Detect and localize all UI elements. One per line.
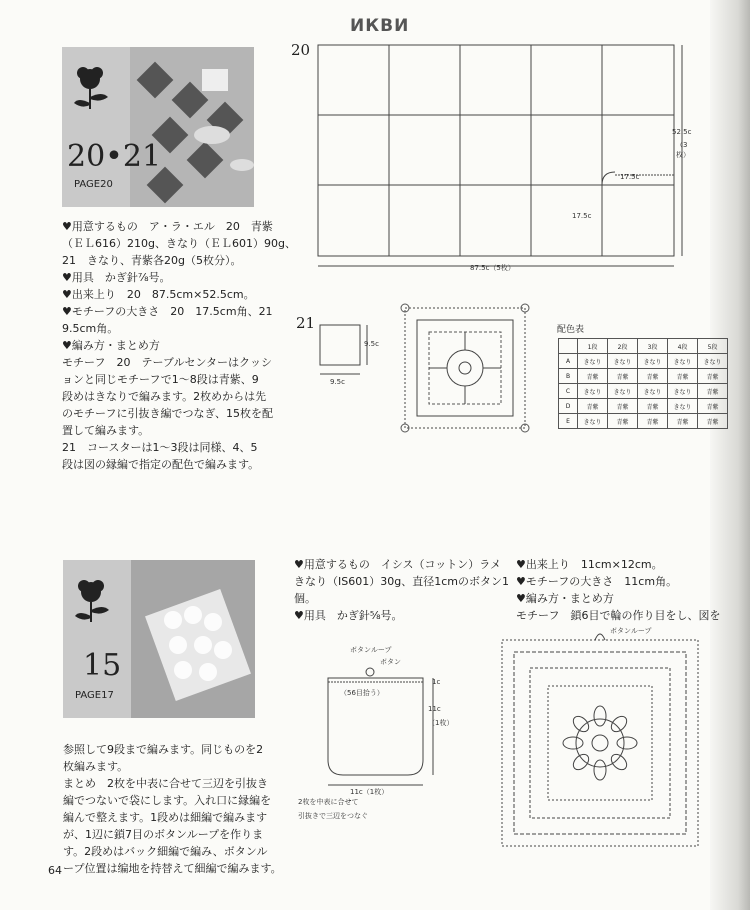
text-line: ♥モチーフの大きさ 20 17.5cm角、21 [62,305,273,318]
table-cell: きなり [578,354,608,369]
bag-inner-label: （56目拾う） [340,689,384,697]
page-reference: PAGE17 [75,690,114,701]
bag-bottom-width: 11c（1枚） [350,788,389,796]
diagram-21-side-height: 9.5c [364,340,379,348]
text-line: まとめ 2枚を中表に合せて三辺を引抜き [63,777,268,790]
text-line: が、1辺に鎖7目のボタンループを作りま [63,828,264,841]
text-line: ♥用具 かぎ針⅞号。 [62,271,171,284]
diagram-20-motif-height: 17.5c [572,212,592,220]
table-row [559,414,728,429]
color-table-title: 配色表 [557,325,585,335]
motif-stitch-chart [490,628,710,858]
table-row [559,399,728,414]
diagram-20-grid [310,38,720,283]
item-number: 20•21 [67,139,162,174]
table-cell: 青紫 [668,369,698,384]
text-line: 9.5cm角。 [62,322,119,335]
bag-side-main: 11c [428,705,441,713]
table-cell: E [559,414,578,429]
page-header: ИКВИ [350,16,410,36]
text-line: 枚編みます。 [63,760,129,773]
diagram-21-side-width: 9.5c [330,378,345,386]
table-row [559,384,728,399]
text-line: ♥出来上り 11cm×12cm。 [516,558,663,571]
table-cell: きなり [638,384,668,399]
table-cell: 青紫 [608,399,638,414]
text-line: モチーフ 20 テーブルセンターはクッシ [62,356,273,369]
text-line: （ＥＬ616）210g、きなり（ＥＬ601）90g、 [62,237,296,250]
table-header-cell [559,339,578,354]
diagram-20-width: 87.5c（5枚） [470,264,515,272]
table-cell: 青紫 [698,384,728,399]
text-line: ♥出来上り 20 87.5cm×52.5cm。 [62,288,255,301]
text-line: ♥用意するもの イシス（コットン）ラメ [294,558,501,571]
text-line: 個。 [294,592,316,605]
table-cell: きなり [578,384,608,399]
text-line: 置して編みます。 [62,424,150,437]
table-cell: A [559,354,578,369]
item-number: 15 [83,648,122,683]
text-line: 編んで整えます。1段めは細編で編みます [63,811,268,824]
bag-note-1: 2枚を中表に合せて [298,798,359,806]
text-line: モチーフ 鎖6目で輪の作り目をし、図を [516,609,721,622]
table-cell: きなり [668,354,698,369]
text-line: ♥用具 かぎ針⅝号。 [294,609,403,622]
text-line: ♥編み方・まとめ方 [516,592,614,605]
text-line: す。2段めはバック細編で編み、ボタンル [63,845,268,858]
text-line: 21 コースターは1～3段は同様、4、5 [62,441,258,454]
table-cell: きなり [668,384,698,399]
text-line: 21 きなり、青紫各20g（5枚分）。 [62,254,242,267]
bag-side-sub: （1枚） [428,719,454,727]
table-cell: 青紫 [608,414,638,429]
diagram-20-label: 20 [291,41,311,59]
table-cell: B [559,369,578,384]
motif-loop-label: ボタンループ [610,627,652,635]
table-cell: きなり [608,354,638,369]
table-header-cell: 1段 [578,339,608,354]
text-line: きなり（IS601）30g、直径1cmのボタン1 [294,575,509,588]
table-cell: D [559,399,578,414]
item-20-21-instructions [62,218,296,473]
text-line: ープ位置は编地を持替えて細編で編みます。 [63,862,282,875]
item-15-size-notes [516,556,736,624]
diagram-20-height-sub: （3枚） [676,141,690,159]
flower-icon [70,57,120,117]
diagram-21-square [315,320,375,380]
text-line: ♥モチーフの大きさ 11cm角。 [516,575,678,588]
table-header-cell: 4段 [668,339,698,354]
text-line: ♥編み方・まとめ方 [62,339,160,352]
text-line: 段めはきなりで編みます。2枚めからは先 [62,390,267,403]
text-line: 参照して9段まで編みます。同じものを2 [63,743,264,756]
bag-button-label: ボタン [380,658,401,666]
text-line: ♥用意するもの ア・ラ・エル 20 青紫 [62,220,273,233]
coaster-stitch-chart [395,298,535,438]
bag-loop-label: ボタンループ [350,646,392,654]
diagram-20-motif-width: 17.5c [620,173,640,181]
text-line: ョンと同じモチーフで1～8段は青紫、9 [62,373,259,386]
bag-note-2: 引抜きで三辺をつなぐ [298,812,368,820]
table-row [559,354,728,369]
color-table [558,338,728,429]
text-line: 編でつないで袋にします。入れ口に縁編を [63,794,272,807]
table-cell: 青紫 [578,369,608,384]
flower-icon [71,570,121,630]
table-header-cell: 3段 [638,339,668,354]
item-15-materials [294,556,509,624]
item-20-21-photo [62,47,254,207]
table-cell: 青紫 [698,414,728,429]
table-cell: 青紫 [638,369,668,384]
diagram-20-height: 52.5c [672,128,692,136]
table-header-cell: 5段 [698,339,728,354]
table-cell: 青紫 [698,399,728,414]
table-cell: 青紫 [608,369,638,384]
table-cell: きなり [698,354,728,369]
table-header-cell: 2段 [608,339,638,354]
item-15-photo [63,560,255,718]
table-cell: 青紫 [638,414,668,429]
text-line: のモチーフに引抜き編でつなぎ、15枚を配 [62,407,274,420]
table-cell: C [559,384,578,399]
table-cell: きなり [668,399,698,414]
table-cell: 青紫 [698,369,728,384]
table-row [559,369,728,384]
table-cell: 青紫 [578,399,608,414]
diagram-21-label: 21 [296,314,316,332]
table-cell: 青紫 [638,399,668,414]
page-reference: PAGE20 [74,179,113,190]
table-cell: きなり [578,414,608,429]
table-cell: きなり [608,384,638,399]
bag-side-top: 1c [432,678,441,686]
table-cell: きなり [638,354,668,369]
item-15-instructions [63,741,283,877]
table-cell: 青紫 [668,414,698,429]
text-line: 段は図の縁編で指定の配色で編みます。 [62,458,260,471]
page-number: 64 [48,864,62,877]
